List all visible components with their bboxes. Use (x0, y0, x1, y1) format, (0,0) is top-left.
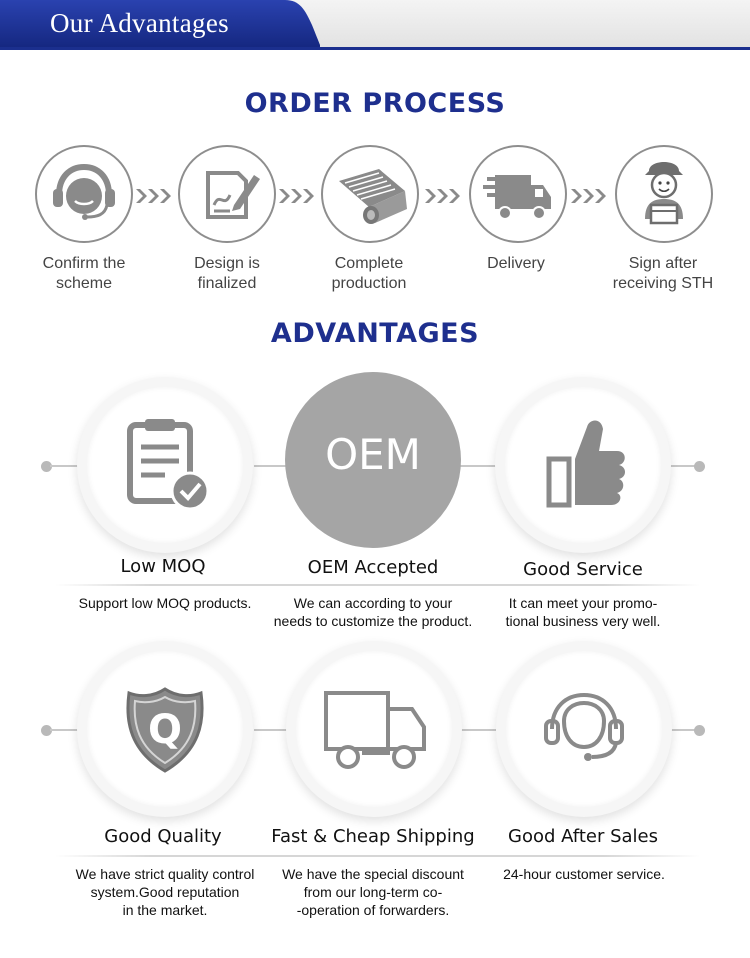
thumbs-up-icon (505, 387, 661, 543)
process-arrows-3 (425, 187, 463, 205)
rail-segment (50, 729, 80, 731)
good-quality-description: We have strict quality control system.Good reputation in the market. (75, 866, 255, 918)
step-sign-label: Sign after receiving STH (612, 255, 714, 292)
step-production-circle (321, 145, 419, 243)
step-confirm-circle (35, 145, 133, 243)
step-production-label: Complete production (331, 255, 407, 292)
oem-badge-text: OEM (325, 430, 421, 479)
step-confirm-label: Confirm the scheme (42, 255, 126, 292)
banner-title: Our Advantages (50, 8, 229, 38)
order-process-title: ORDER PROCESS (244, 88, 506, 119)
process-arrows-1 (136, 187, 174, 205)
quality-shield-letter: Q (147, 707, 183, 753)
checklist-icon (87, 387, 243, 543)
row1-divider (55, 584, 700, 586)
oem-accepted-description: We can according to your needs to customize the product. (273, 595, 473, 629)
step-delivery-label: Delivery (487, 255, 545, 272)
rail-segment (254, 465, 288, 467)
courier-icon (617, 147, 711, 241)
fabric-roll-icon (323, 147, 417, 241)
quality-shield-icon (87, 651, 243, 807)
rail-segment (460, 729, 496, 731)
banner-underline (0, 47, 750, 50)
after-sales-description: 24-hour customer service. (503, 866, 665, 882)
advantages-title: ADVANTAGES (270, 318, 480, 349)
step-design-label: Design is finalized (194, 255, 260, 292)
good-quality-title: Good Quality (104, 826, 222, 847)
oem-accepted-title: OEM Accepted (307, 557, 439, 578)
row2-divider (55, 855, 700, 857)
fast-shipping-description: We have the special discount from our long-term co- -operation of forwarders. (282, 866, 464, 918)
after-sales-title: Good After Sales (508, 826, 658, 847)
rail-dot-right (694, 461, 705, 472)
rail-segment (254, 729, 288, 731)
fast-shipping-title: Fast & Cheap Shipping (271, 826, 475, 847)
rail-segment (460, 465, 496, 467)
headset-icon (37, 147, 131, 241)
process-arrows-4 (571, 187, 609, 205)
rail-segment (50, 465, 80, 467)
step-design-circle (178, 145, 276, 243)
header-banner (0, 0, 750, 52)
good-service-title: Good Service (523, 559, 643, 580)
after-sales-ring (496, 641, 672, 817)
process-arrows-2 (279, 187, 317, 205)
low-moq-ring (77, 377, 253, 553)
support-headset-icon (506, 651, 662, 807)
fast-shipping-ring (286, 641, 462, 817)
step-sign-circle (615, 145, 713, 243)
good-quality-ring (77, 641, 253, 817)
rail-dot-right (694, 725, 705, 736)
design-pen-icon (180, 147, 274, 241)
good-service-description: It can meet your promo- tional business very well. (505, 595, 661, 629)
truck-outline-icon (296, 651, 452, 807)
good-service-ring (495, 377, 671, 553)
low-moq-title: Low MOQ (120, 556, 206, 577)
oem-badge-circle (285, 372, 461, 548)
truck-icon (471, 147, 565, 241)
step-delivery-circle (469, 145, 567, 243)
low-moq-description: Support low MOQ products. (78, 595, 252, 611)
